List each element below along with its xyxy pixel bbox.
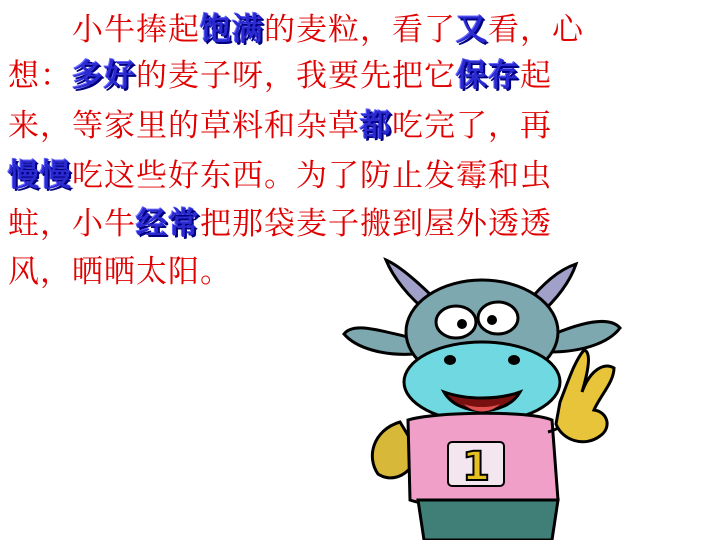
left-ear (344, 328, 414, 354)
text: 看，心 (488, 12, 584, 48)
text: 把那袋麦子搬到屋外透透 (200, 206, 552, 242)
right-nostril (508, 355, 520, 365)
shorts (418, 500, 558, 540)
jersey-number: 1 (462, 444, 490, 490)
highlight-word: 都 (360, 108, 392, 144)
text: 的麦子呀，我要先把它 (136, 58, 456, 94)
v-sign-hand (556, 350, 614, 442)
highlight-word: 多好 (72, 58, 136, 94)
paragraph-line-1 (8, 4, 708, 56)
text: 蛀，小牛 (8, 206, 136, 242)
highlight-word: 饱满 (200, 12, 264, 48)
highlight-word: 经常 (136, 206, 200, 242)
text: 小牛捧起 (72, 12, 200, 48)
right-ear (550, 321, 620, 352)
highlight-word: 又 (456, 12, 488, 48)
text: 来，等家里的草料和杂草 (8, 108, 360, 144)
text: 风，晒晒太阳。 (8, 254, 232, 290)
text: 想： (8, 58, 72, 94)
highlight-word: 保存 (456, 58, 520, 94)
highlight-word: 慢慢 (8, 158, 72, 194)
right-eye (478, 302, 518, 334)
text: 吃完了，再 (392, 108, 552, 144)
left-eye (436, 306, 476, 338)
paragraph-line-3 (8, 100, 708, 152)
text: 起 (520, 58, 552, 94)
text: 的麦粒，看了 (264, 12, 456, 48)
paragraph-line-5 (8, 198, 708, 250)
right-pupil (487, 315, 497, 325)
text: 吃这些好东西。为了防止发霉和虫 (72, 158, 552, 194)
paragraph-line-2 (8, 50, 708, 102)
left-pupil (457, 319, 467, 329)
cartoon-calf-illustration (338, 252, 638, 540)
paragraph-line-4 (8, 150, 708, 202)
left-nostril (444, 355, 456, 365)
